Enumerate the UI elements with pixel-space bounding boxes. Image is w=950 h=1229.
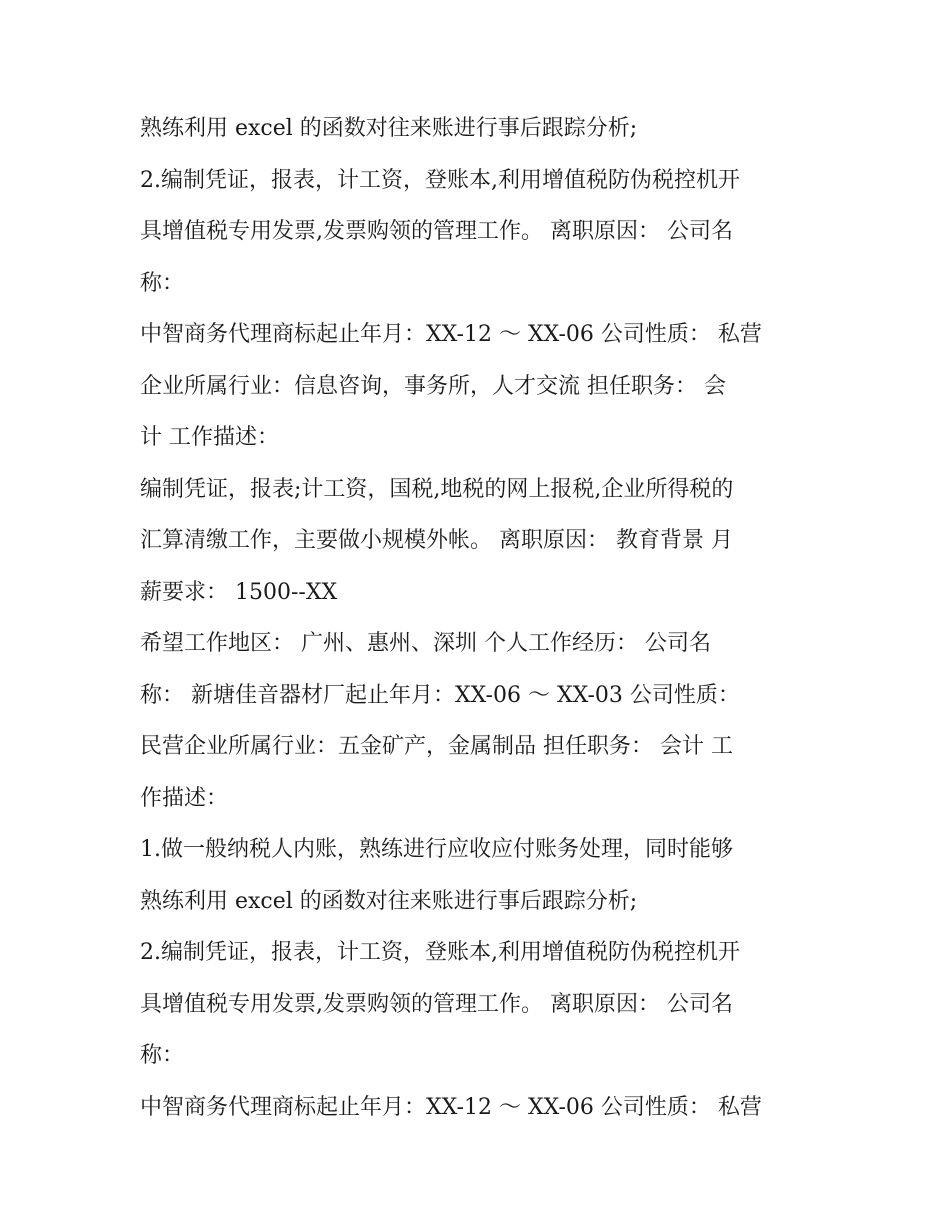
text-line: 熟练利用 excel 的函数对往来账进行事后跟踪分析; bbox=[140, 888, 638, 914]
text-line: 2.编制凭证，报表，计工资，登账本,利用增值税防伪税控机开 bbox=[140, 167, 740, 193]
text-line: 1.做一般纳税人内账，熟练进行应收应付账务处理，同时能够 bbox=[140, 837, 733, 862]
text-line: 具增值税专用发票,发票购领的管理工作。 离职原因： 公司名 bbox=[140, 991, 733, 1017]
text-line: 作描述： bbox=[140, 785, 229, 811]
text-line: 民营企业所属行业：五金矿产，金属制品 担任职务： 会计 工 bbox=[140, 734, 733, 759]
text-line: 熟练利用 excel 的函数对往来账进行事后跟踪分析; bbox=[140, 116, 638, 141]
text-line: 称： bbox=[140, 270, 185, 296]
text-line: 中智商务代理商标起止年月：XX-12 ～ XX-06 公司性质： 私营 bbox=[140, 1094, 762, 1120]
text-line: 称： 新塘佳音器材厂起止年月：XX-06 ～ XX-03 公司性质： bbox=[140, 682, 740, 708]
text-line: 具增值税专用发票,发票购领的管理工作。 离职原因： 公司名 bbox=[140, 219, 733, 244]
text-line: 企业所属行业：信息咨询，事务所，人才交流 担任职务： 会 bbox=[140, 373, 726, 399]
text-line: 计 工作描述： bbox=[140, 425, 279, 450]
text-line: 中智商务代理商标起止年月：XX-12 ～ XX-06 公司性质： 私营 bbox=[140, 322, 762, 347]
text-line: 薪要求： 1500--XX bbox=[140, 579, 338, 605]
text-line: 称： bbox=[140, 1043, 185, 1068]
text-line: 编制凭证，报表;计工资，国税,地税的网上报税,企业所得税的 bbox=[140, 476, 734, 502]
text-line: 2.编制凭证，报表，计工资，登账本,利用增值税防伪税控机开 bbox=[140, 940, 740, 965]
text-line: 希望工作地区： 广州、惠州、深圳 个人工作经历： 公司名 bbox=[140, 631, 711, 656]
text-line: 汇算清缴工作，主要做小规模外帐。 离职原因： 教育背景 月 bbox=[140, 528, 733, 553]
body-text bbox=[140, 103, 820, 1133]
